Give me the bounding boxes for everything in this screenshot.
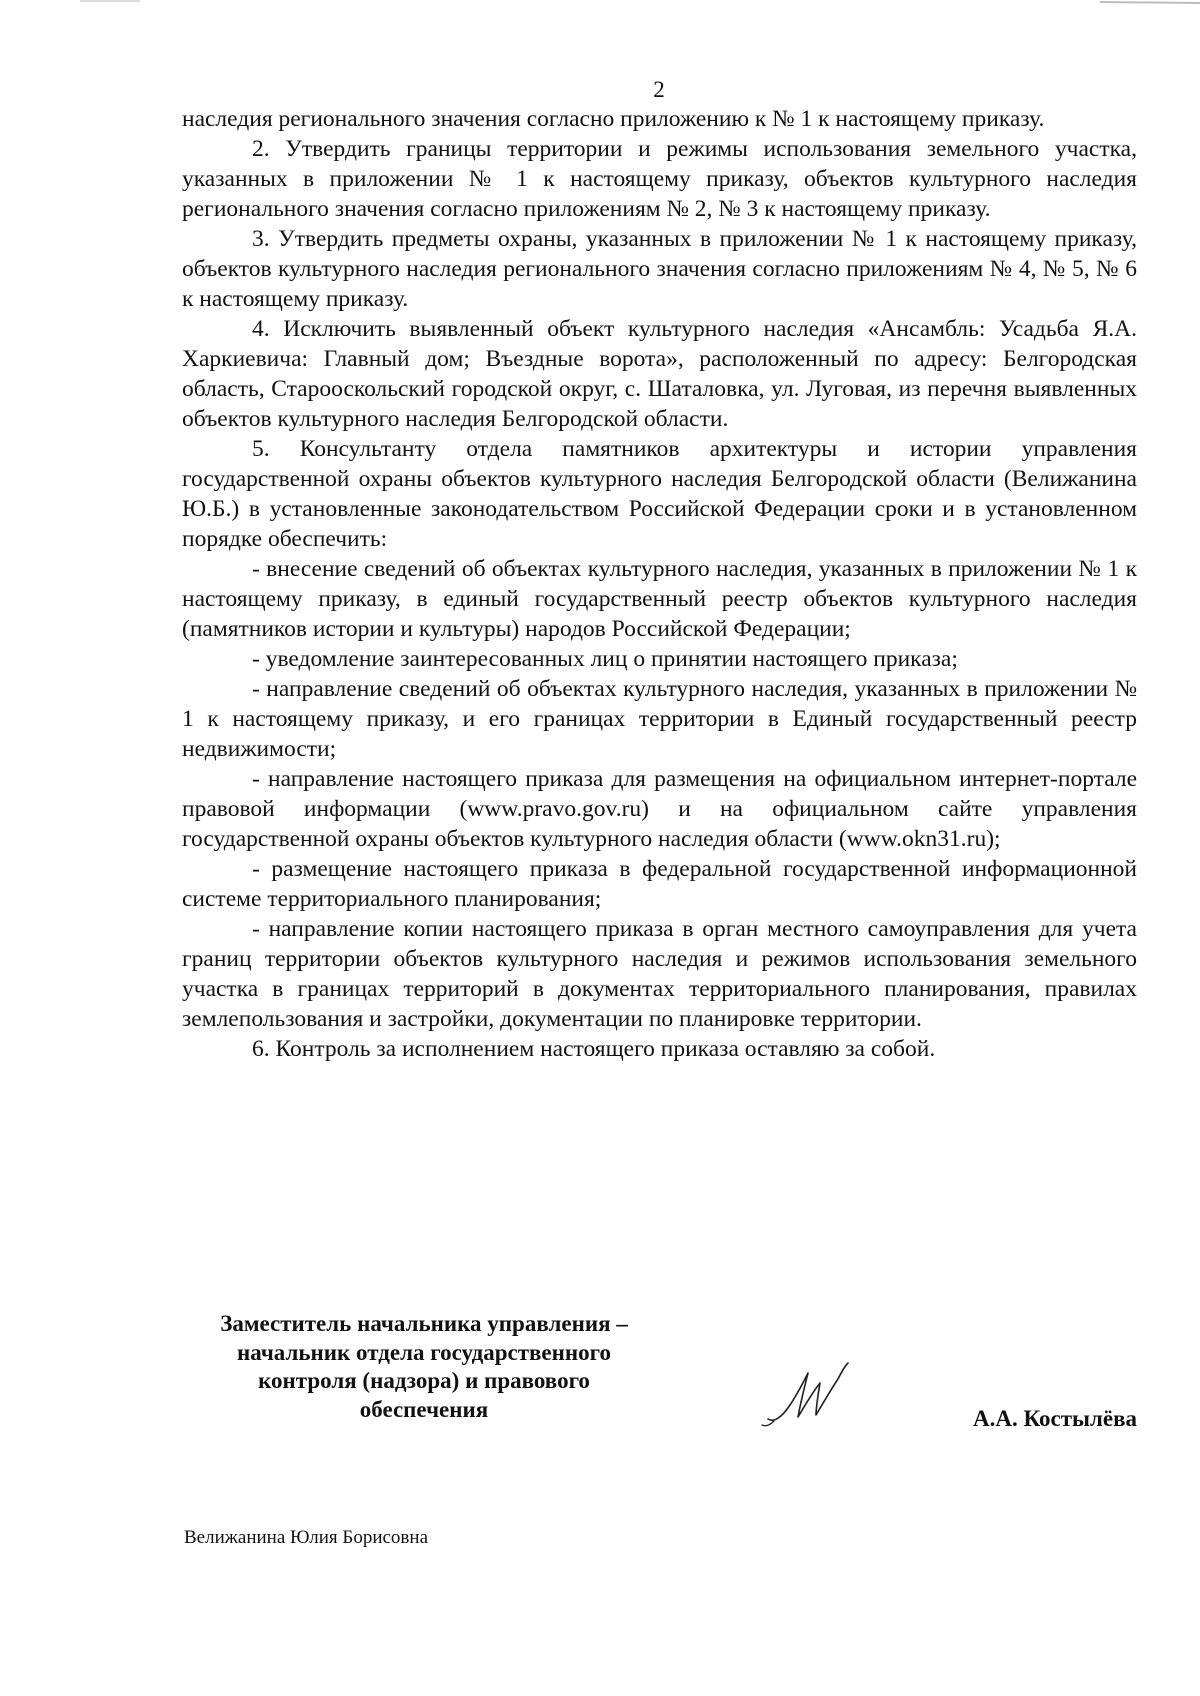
- position-line: обеспечения: [359, 1396, 489, 1422]
- subitem-publication: - направление настоящего приказа для размещения на официальном интернет-портале правовой информации (www.pravo.gov.ru) и на официальном сайте управления государственной охраны объектов культурного наследия области (www.okn31.ru);: [182, 766, 1137, 852]
- subitem-local-government: - направление копии настоящего приказа в орган местного самоуправления для учета границ территории объектов культурного наследия и режимов использования земельного участка в границах территорий в документах территориального планирования, правилах землепользования и застройки, документации по планировке территории.: [182, 916, 1137, 1032]
- signatory-position: [184, 1310, 664, 1424]
- subitem-register-entry: - внесение сведений об объектах культурного наследия, указанных в приложении № 1 к настоящему приказу, в единый государственный реестр объектов культурного наследия (памятников истории и культуры) народов Российской Федерации;: [182, 556, 1137, 642]
- paragraph-item-4: 4. Исключить выявленный объект культурного наследия «Ансамбль: Усадьба Я.А. Харкиевича: Главный дом; Въездные ворота», расположенный по адресу: Белгородская область, Старооскольский городской округ, с. Шаталовка, ул. Луговая, из перечня выявленных объектов культурного наследия Белгородской области.: [182, 316, 1137, 432]
- paragraph-item-3: 3. Утвердить предметы охраны, указанных в приложении № 1 к настоящему приказу, объектов культурного наследия регионального значения согласно приложениям № 4, № 5, № 6 к настоящему приказу.: [182, 226, 1137, 312]
- position-line: Заместитель начальника управления –: [220, 1311, 628, 1336]
- position-line: контроля (надзора) и правового: [258, 1368, 590, 1393]
- order-body: [182, 104, 1137, 1064]
- paragraph-item-2: 2. Утвердить границы территории и режимы использования земельного участка, указанных в приложении № 1 к настоящему приказу, объектов культурного наследия регионального значения согласно приложениям № 2, № 3 к настоящему приказу.: [182, 136, 1137, 222]
- subitem-real-estate-registry: - направление сведений об объектах культурного наследия, указанных в приложении № 1 к настоящему приказу, и его границах территории в Единый государственный реестр недвижимости;: [182, 676, 1137, 762]
- page-number: 2: [653, 77, 665, 102]
- scan-artifact: [1100, 0, 1200, 6]
- executor-name: Велижанина Юлия Борисовна: [184, 1527, 429, 1548]
- paragraph-continuation: наследия регионального значения согласно приложению к № 1 к настоящему приказу.: [182, 106, 1045, 132]
- position-line: начальник отдела государственного: [236, 1339, 612, 1365]
- scan-artifact: [80, 0, 140, 6]
- paragraph-item-5: 5. Консультанту отдела памятников архитектуры и истории управления государственной охраны объектов культурного наследия Белгородской области (Велижанина Ю.Б.) в установленные законодательством Российской Федерации сроки и в установленном порядке обеспечить:: [182, 436, 1137, 552]
- subitem-notification: - уведомление заинтересованных лиц о принятии настоящего приказа;: [252, 646, 958, 672]
- signatory-name: А.А. Костылёва: [973, 1406, 1137, 1431]
- subitem-planning-system: - размещение настоящего приказа в федеральной государственной информационной системе территориального планирования;: [182, 856, 1137, 912]
- paragraph-item-6: 6. Контроль за исполнением настоящего приказа оставляю за собой.: [252, 1036, 936, 1062]
- handwritten-signature: [760, 1355, 870, 1435]
